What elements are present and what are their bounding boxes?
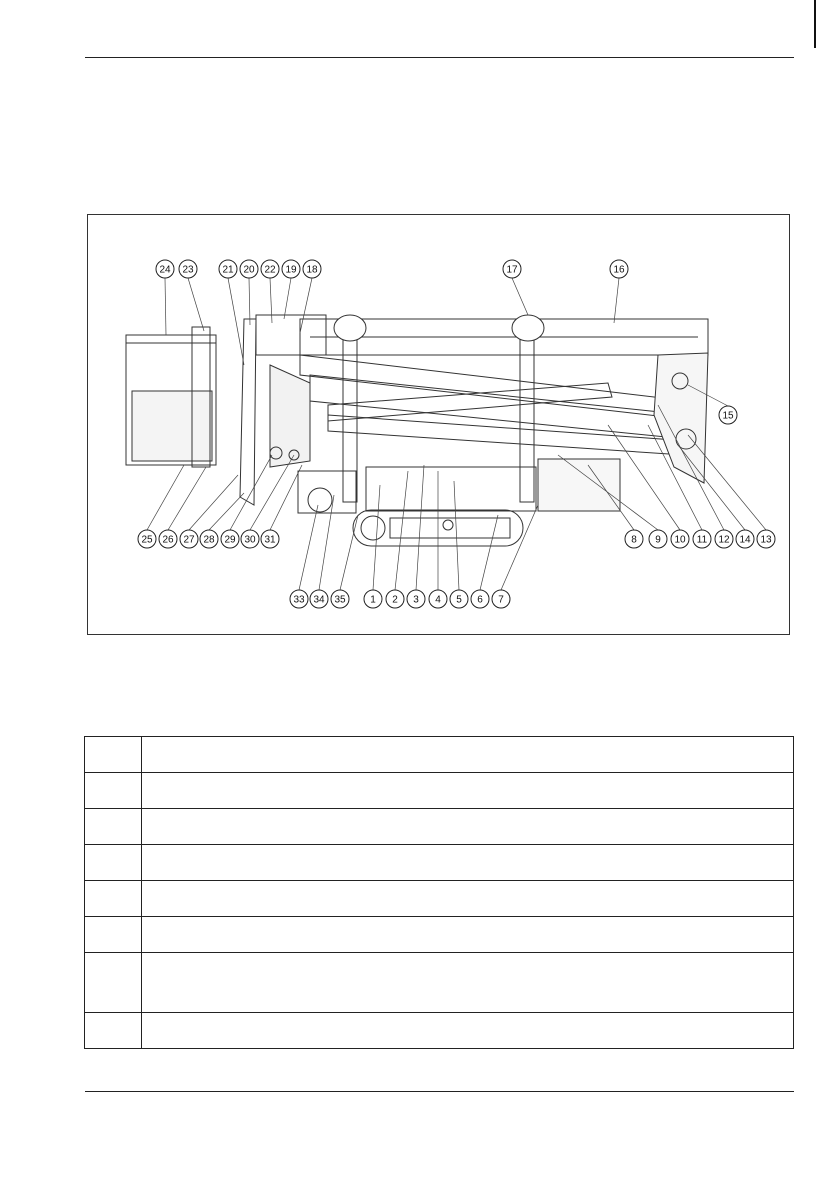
callout-7 xyxy=(492,590,510,608)
leader-line xyxy=(678,445,745,530)
outrigger-leg-left xyxy=(343,327,357,502)
callout-number: 16 xyxy=(613,264,625,276)
leader-line xyxy=(688,435,766,530)
chassis-box xyxy=(366,467,536,511)
callout-number: 20 xyxy=(243,264,255,276)
table-row xyxy=(85,845,794,881)
callout-24 xyxy=(156,260,174,278)
leader-line xyxy=(270,278,272,323)
item-description xyxy=(142,845,794,881)
item-description xyxy=(142,1013,794,1049)
machine-diagram-figure xyxy=(87,214,790,635)
header-rule xyxy=(85,57,794,58)
outrigger-leg-right xyxy=(520,327,534,502)
footer-rule xyxy=(85,1091,794,1092)
callout-number: 13 xyxy=(760,534,772,546)
callout-number: 8 xyxy=(631,534,637,546)
callout-number: 34 xyxy=(313,594,325,606)
callout-number: 11 xyxy=(696,534,708,546)
callout-30 xyxy=(241,530,259,548)
callout-number: 6 xyxy=(477,594,483,606)
leader-line xyxy=(270,465,302,530)
callout-number: 9 xyxy=(655,534,661,546)
callout-12 xyxy=(715,530,733,548)
callout-number: 25 xyxy=(141,534,153,546)
engine-box xyxy=(298,471,356,513)
item-description xyxy=(142,917,794,953)
item-number xyxy=(85,845,142,881)
upper-bracket xyxy=(256,315,326,355)
item-number xyxy=(85,881,142,917)
callout-number: 31 xyxy=(264,534,276,546)
callout-34 xyxy=(310,590,328,608)
callout-8 xyxy=(625,530,643,548)
callout-27 xyxy=(180,530,198,548)
callout-33 xyxy=(290,590,308,608)
callout-3 xyxy=(407,590,425,608)
callout-11 xyxy=(693,530,711,548)
callout-number: 17 xyxy=(506,264,518,276)
callout-number: 33 xyxy=(293,594,305,606)
callout-1 xyxy=(364,590,382,608)
callout-number: 27 xyxy=(183,534,195,546)
item-number xyxy=(85,737,142,773)
callout-number: 30 xyxy=(244,534,256,546)
basket-panel xyxy=(132,391,212,461)
callout-number: 35 xyxy=(334,594,346,606)
leader-line xyxy=(340,515,358,590)
callout-20 xyxy=(240,260,258,278)
outrigger-pad-left xyxy=(334,315,366,341)
leader-line xyxy=(228,278,244,365)
item-description xyxy=(142,773,794,809)
callout-number: 21 xyxy=(222,264,234,276)
table-row xyxy=(85,1013,794,1049)
callout-28 xyxy=(200,530,218,548)
leader-line xyxy=(319,495,334,590)
callout-number: 4 xyxy=(435,594,441,606)
item-number xyxy=(85,773,142,809)
callout-13 xyxy=(757,530,775,548)
leader-line xyxy=(168,467,206,530)
callout-number: 19 xyxy=(285,264,297,276)
callout-19 xyxy=(282,260,300,278)
machine-drawing xyxy=(88,215,791,636)
callout-31 xyxy=(261,530,279,548)
control-box xyxy=(538,459,620,511)
fuel-cap xyxy=(308,488,332,512)
callout-26 xyxy=(159,530,177,548)
table-row xyxy=(85,917,794,953)
leader-line xyxy=(480,515,498,590)
leader-line xyxy=(249,278,250,325)
callout-4 xyxy=(429,590,447,608)
leader-line xyxy=(614,278,619,323)
callout-21 xyxy=(219,260,237,278)
callout-number: 29 xyxy=(224,534,236,546)
leader-line xyxy=(512,278,528,315)
leader-line xyxy=(165,278,166,335)
callout-14 xyxy=(736,530,754,548)
leader-line xyxy=(230,455,272,530)
callout-number: 28 xyxy=(203,534,215,546)
leader-line xyxy=(454,481,459,590)
leader-line xyxy=(373,485,380,590)
drive-sprocket xyxy=(361,516,385,540)
callout-number: 22 xyxy=(264,264,276,276)
item-description xyxy=(142,953,794,1013)
callout-9 xyxy=(649,530,667,548)
table-row xyxy=(85,773,794,809)
leader-line xyxy=(300,278,312,333)
callout-17 xyxy=(503,260,521,278)
callout-number: 1 xyxy=(370,594,376,606)
turret-plate xyxy=(654,353,708,483)
callout-number: 24 xyxy=(159,264,171,276)
callout-35 xyxy=(331,590,349,608)
callout-25 xyxy=(138,530,156,548)
callout-2 xyxy=(386,590,404,608)
item-number xyxy=(85,809,142,845)
callout-number: 5 xyxy=(456,594,462,606)
rotator-plate xyxy=(240,319,256,505)
table-row xyxy=(85,737,794,773)
callout-number: 2 xyxy=(392,594,398,606)
leader-line xyxy=(209,493,244,530)
callout-16 xyxy=(610,260,628,278)
callout-23 xyxy=(179,260,197,278)
item-number xyxy=(85,953,142,1013)
legend-table xyxy=(84,736,794,1049)
callout-5 xyxy=(450,590,468,608)
item-description xyxy=(142,881,794,917)
leader-line xyxy=(188,278,204,331)
item-number xyxy=(85,917,142,953)
leader-line xyxy=(147,465,184,530)
leader-line xyxy=(284,278,291,319)
item-number xyxy=(85,1013,142,1049)
page-corner-mark xyxy=(814,0,816,48)
callout-22 xyxy=(261,260,279,278)
callout-number: 26 xyxy=(162,534,174,546)
callout-number: 14 xyxy=(739,534,751,546)
callout-number: 23 xyxy=(182,264,194,276)
callout-number: 12 xyxy=(718,534,730,546)
leader-line xyxy=(416,465,424,590)
callout-6 xyxy=(471,590,489,608)
outrigger-pad-right xyxy=(512,315,544,341)
table-row xyxy=(85,809,794,845)
callout-number: 15 xyxy=(722,410,734,422)
callout-number: 7 xyxy=(498,594,504,606)
item-description xyxy=(142,809,794,845)
leader-line xyxy=(299,505,318,590)
leader-line xyxy=(395,471,408,590)
callout-number: 18 xyxy=(306,264,318,276)
callout-10 xyxy=(671,530,689,548)
table-row xyxy=(85,953,794,1013)
table-row xyxy=(85,881,794,917)
callout-number: 10 xyxy=(674,534,686,546)
callout-number: 3 xyxy=(413,594,419,606)
callout-15 xyxy=(719,406,737,424)
item-description xyxy=(142,737,794,773)
jib-arm xyxy=(300,355,688,419)
callout-29 xyxy=(221,530,239,548)
callout-18 xyxy=(303,260,321,278)
